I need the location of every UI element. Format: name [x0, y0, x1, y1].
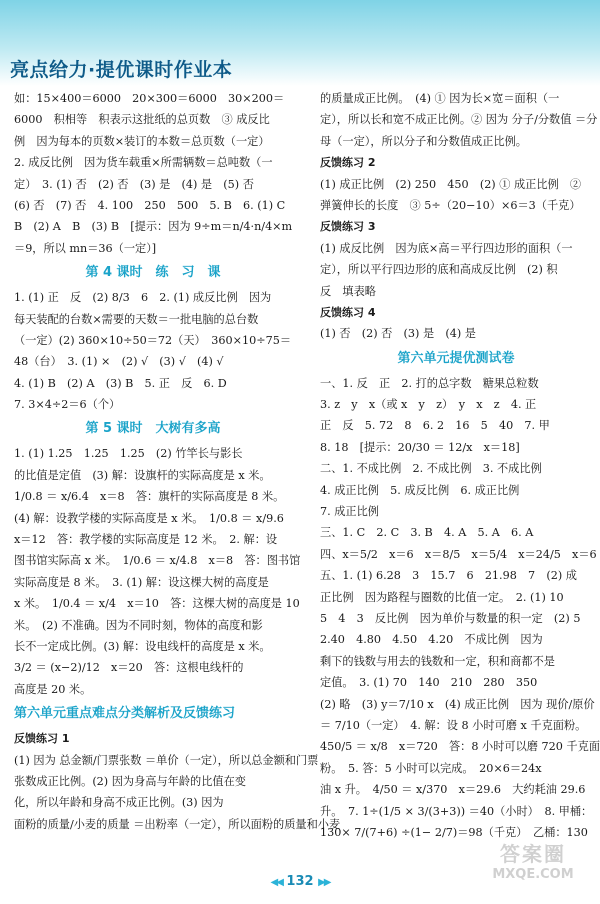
text-line: 1. (1) 正 反 (2) 8/3 6 2. (1) 成反比例 因为 — [14, 291, 272, 305]
text-line: 弹簧伸长的长度 ③ 5÷（20−10）×6＝3（千克） — [320, 198, 581, 212]
text-line: 定），所以平行四边形的底和高成反比例 (2) 积 — [320, 263, 558, 277]
feedback-label: 反馈练习 3 — [320, 220, 376, 234]
watermark-url: MXQE.COM — [492, 867, 574, 882]
text-line: 130× 7/(7+6) ÷(1− 2/7)＝98（千克） 乙桶：130 — [320, 825, 588, 839]
watermark-logo — [474, 838, 592, 900]
text-line: 5 4 3 反比例 因为单价与数量的积一定 (2) 5 — [320, 611, 581, 625]
text-line: 高度是 20 米。 — [14, 682, 92, 696]
text-line: 长不一定成比例。(3) 解：设电线杆的高度是 x 米。 — [14, 639, 271, 653]
text-line: 二、1. 不成比例 2. 不成比例 3. 不成比例 — [320, 462, 542, 476]
text-line: 油 x 升。 4/50 ＝ x/370 x＝29.6 大约耗油 29.6 — [320, 783, 586, 797]
text-line: ＝ 7/10（一定） 4. 解：设 8 小时可磨 x 千克面粉。 — [320, 718, 587, 732]
section-title-lesson4: 第 4 课时 练 习 课 — [85, 265, 221, 281]
text-line: 的比值是定值 (3) 解：设旗杆的实际高度是 x 米。 — [14, 468, 271, 482]
section-title-unit6-test: 第六单元提优测试卷 — [397, 350, 515, 366]
next-arrows-icon: ▶▶ — [318, 877, 330, 888]
text-line: 2.40 4.80 4.50 4.20 不成比例 因为 — [320, 633, 543, 647]
text-line: 三、1. C 2. C 3. B 4. A 5. A 6. A — [320, 526, 534, 540]
text-line: 米。 (2) 不准确。因为不同时刻，物体的高度和影 — [14, 618, 263, 632]
feedback-label: 反馈练习 4 — [320, 305, 376, 319]
text-line: 48（台） 3. (1) × (2) √ (3) √ (4) √ — [14, 355, 224, 369]
text-line: 化，所以年龄和身高不成正比例。(3) 因为 — [14, 796, 224, 810]
text-line: x 米。 1/0.4 ＝ x/4 x＝10 答：这棵大树的高度是 10 — [14, 597, 300, 611]
prev-arrows-icon: ◀◀ — [270, 877, 282, 888]
text-line: 定），所以长和宽不成正比例。② 因为 分子/分数值 ＝分 — [320, 113, 598, 127]
text-line: B (2) A B (3) B [提示：因为 9÷m＝n/4·n/4×m — [14, 220, 293, 234]
text-line: (1) 成正比例 (2) 250 450 (2) ① 成正比例 ② — [320, 177, 582, 191]
answer-block-feedback1 — [14, 750, 341, 836]
text-line: 2. 成反比例 因为货车载重×所需辆数＝总吨数（一 — [14, 156, 273, 170]
section-title-lesson5: 第 5 课时 大树有多高 — [85, 421, 221, 437]
text-line: (2) 略 (3) y＝7/10 x (4) 成正比例 因为 现价/原价 — [320, 697, 595, 711]
answer-block-lesson5 — [14, 443, 301, 700]
text-line: 6000 积相等 积表示这批纸的总页数 ③ 成反比 — [14, 113, 270, 127]
text-line: 1/0.8 ＝ x/6.4 x＝8 答：旗杆的实际高度是 8 米。 — [14, 490, 285, 504]
text-line: (1) 成反比例 因为底×高＝平行四边形的面积（一 — [320, 241, 573, 255]
text-line: ＝9，所以 mn＝36（一定）] — [14, 241, 157, 255]
text-line: 母（一定），所以分子和分数值成正比例。 — [320, 134, 527, 148]
answer-block-top — [14, 88, 292, 259]
text-line: (4) 解：设教学楼的实际高度是 x 米。 1/0.8 ＝ x/9.6 — [14, 511, 284, 525]
text-line: 图书馆实际高 x 米。 1/0.6 ＝ x/4.8 x＝8 答：图书馆 — [14, 554, 301, 568]
text-line: 如：15×400＝6000 20×300＝6000 30×200＝ — [14, 92, 285, 105]
text-line: 四、x＝5/2 x＝6 x＝8/5 x＝5/4 x＝24/5 x＝6 — [320, 547, 597, 561]
text-line: 8. 18 [提示：20/30 ＝ 12/x x＝18] — [320, 440, 520, 454]
answer-block-lesson4 — [14, 287, 292, 415]
text-line: 实际高度是 8 米。 3. (1) 解：设这棵大树的高度是 — [14, 575, 269, 589]
text-line: x＝12 答：教学楼的实际高度是 12 米。 2. 解：设 — [14, 533, 278, 547]
text-line: 定值。 3. (1) 70 140 210 280 350 — [320, 676, 538, 690]
text-line: 7. 成正比例 — [320, 505, 379, 519]
text-line: 4. 成正比例 5. 成反比例 6. 成正比例 — [320, 483, 520, 497]
text-line: 升。 7. 1÷(1/5 × 3/(3+3)) ＝40（小时） 8. 甲桶： — [320, 804, 593, 818]
text-line: 定） 3. (1) 否 (2) 否 (3) 是 (4) 是 (5) 否 — [14, 177, 254, 191]
left-column — [14, 88, 341, 835]
text-line: 7. 3×4÷2＝6（个） — [14, 398, 121, 412]
text-line: 五、1. (1) 6.28 3 15.7 6 21.98 7 (2) 成 — [320, 569, 577, 583]
section-title-unit6-analysis: 第六单元重点难点分类解析及反馈练习 — [14, 706, 236, 722]
text-line: （一定）(2) 360×10÷50＝72（天） 360×10÷75＝ — [14, 333, 292, 347]
answer-block-continued — [320, 88, 598, 152]
text-line: 4. (1) B (2) A (3) B 5. 正 反 6. D — [14, 376, 227, 390]
text-line: 3/2 ＝ (x−2)/12 x＝20 答：这根电线杆的 — [14, 661, 244, 675]
text-line: 粉。 5. 答：5 小时可以完成。 20×6＝24x — [320, 761, 542, 775]
text-line: (1) 否 (2) 否 (3) 是 (4) 是 — [320, 327, 476, 341]
text-line: 面粉的质量/小麦的质量 ＝出粉率（一定），所以面粉的质量和小麦 — [14, 817, 341, 831]
text-line: (1) 因为 总金额/门票张数 ＝单价（一定），所以总金额和门票 — [14, 753, 319, 767]
text-line: 剩下的钱数与用去的钱数和一定，积和商都不是 — [320, 654, 555, 668]
text-line: 反 填表略 — [320, 284, 376, 298]
feedback-label: 反馈练习 1 — [14, 732, 70, 746]
text-line: 正 反 5. 72 8 6. 2 16 5 40 7. 甲 — [320, 419, 550, 433]
text-line: 正比例 因为路程与圈数的比值一定。 2. (1) 10 — [320, 590, 564, 604]
feedback-label: 反馈练习 2 — [320, 156, 376, 170]
right-column — [320, 88, 600, 843]
header-banner — [0, 0, 600, 86]
answer-block-unit6-test — [320, 373, 600, 844]
text-line: 张数成正比例。(2) 因为身高与年龄的比值在变 — [14, 774, 246, 788]
text-line: 1. (1) 1.25 1.25 1.25 (2) 竹竿长与影长 — [14, 447, 243, 461]
header-title: 亮点给力·提优课时作业本 — [10, 59, 233, 81]
text-line: 一、1. 反 正 2. 打的总字数 糖果总粒数 — [320, 376, 539, 390]
page-number: 132 — [286, 874, 314, 889]
watermark-text: 答案圈 — [500, 842, 566, 866]
text-line: (6) 否 (7) 否 4. 100 250 500 5. B 6. (1) C — [14, 198, 286, 212]
text-line: 的质量成正比例。 (4) ① 因为长×宽＝面积（一 — [320, 92, 560, 105]
text-line: 例 因为每本的页数×装订的本数＝总页数（一定） — [14, 134, 270, 148]
text-line: 每天装配的台数×需要的天数＝一批电脑的总台数 — [14, 312, 259, 326]
text-line: 3. z y x（或 x y z） y x z 4. 正 — [320, 398, 537, 412]
text-line: 450/5 ＝ x/8 x＝720 答：8 小时可以磨 720 千克面 — [320, 740, 600, 754]
